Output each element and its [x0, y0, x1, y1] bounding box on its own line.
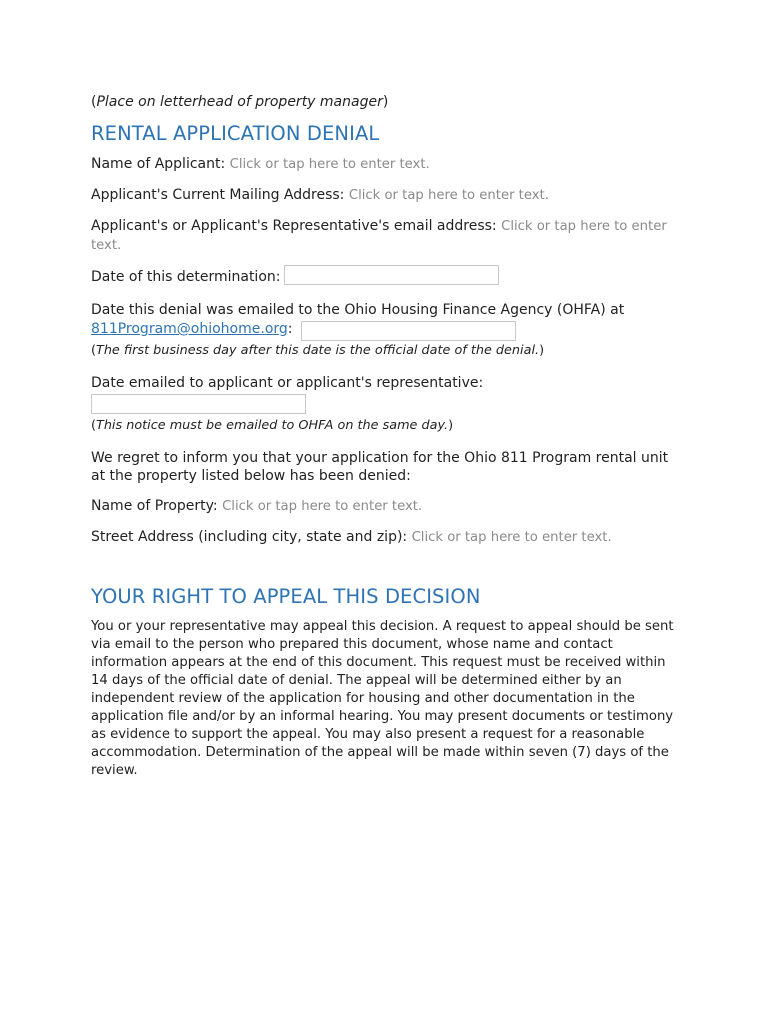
document-content	[91, 93, 683, 780]
letterhead-instruction-text: Place on letterhead of property manager	[96, 94, 383, 110]
email-address-input[interactable]: Click or tap here to enter text.	[91, 219, 667, 253]
ohfa-email-date-input[interactable]	[301, 321, 516, 341]
applicant-name-input[interactable]: Click or tap here to enter text.	[229, 157, 430, 172]
property-name-field	[91, 497, 683, 516]
ohfa-email-link[interactable]: 811Program@ohiohome.org	[91, 321, 288, 337]
appeal-heading: YOUR RIGHT TO APPEAL THIS DECISION	[91, 585, 481, 608]
determination-date-input[interactable]	[284, 265, 499, 285]
appeal-body: You or your representative may appeal this decision. A request to appeal should be sent via email to the person who prepared this document, whose name and contact information appears at the end of this document. This request must be received within 14 days of the official date of denial. The appeal will be determined either by an independent review of the application for housing and other documentation in the application file and/or by an informal hearing. You may present documents or testimony as evidence to support the appeal. You may also present a request for a reasonable accommodation. Determination of the appeal will be made within seven (7) days of the review.	[91, 619, 674, 778]
applicant-email-date-field	[91, 374, 683, 414]
mailing-address-field	[91, 186, 683, 205]
property-address-label: Street Address (including city, state and zip):	[91, 529, 408, 545]
property-address-input[interactable]: Click or tap here to enter text.	[411, 530, 612, 545]
ohfa-email-date-field: Date this denial was emailed to the Ohio Housing Finance Agency (OHFA) at 811Program@ohiohome.org:	[91, 301, 683, 339]
property-name-input[interactable]: Click or tap here to enter text.	[222, 499, 423, 514]
mailing-address-input[interactable]: Click or tap here to enter text.	[348, 188, 549, 203]
document-title: RENTAL APPLICATION DENIAL	[91, 122, 380, 145]
determination-date-label: Date of this determination:	[91, 269, 281, 285]
regret-statement: We regret to inform you that your application for the Ohio 811 Program rental unit at the property listed below has been denied:	[91, 450, 669, 484]
email-address-field	[91, 217, 683, 255]
applicant-email-date-input[interactable]	[91, 394, 306, 414]
email-address-label: Applicant's or Applicant's Representative's email address:	[91, 218, 497, 234]
property-address-field	[91, 528, 683, 547]
applicant-name-field	[91, 155, 683, 174]
mailing-address-label: Applicant's Current Mailing Address:	[91, 187, 345, 203]
applicant-email-date-label: Date emailed to applicant or applicant's representative:	[91, 375, 484, 391]
official-date-note: (The first business day after this date is the official date of the denial.)	[91, 343, 545, 358]
ohfa-email-date-label: Date this denial was emailed to the Ohio Housing Finance Agency (OHFA) at	[91, 302, 625, 318]
same-day-note: (This notice must be emailed to OHFA on the same day.)	[91, 418, 454, 433]
property-name-label: Name of Property:	[91, 498, 218, 514]
applicant-name-label: Name of Applicant:	[91, 156, 226, 172]
letterhead-instruction: (Place on letterhead of property manager)	[91, 94, 389, 110]
determination-date-field	[91, 267, 683, 287]
